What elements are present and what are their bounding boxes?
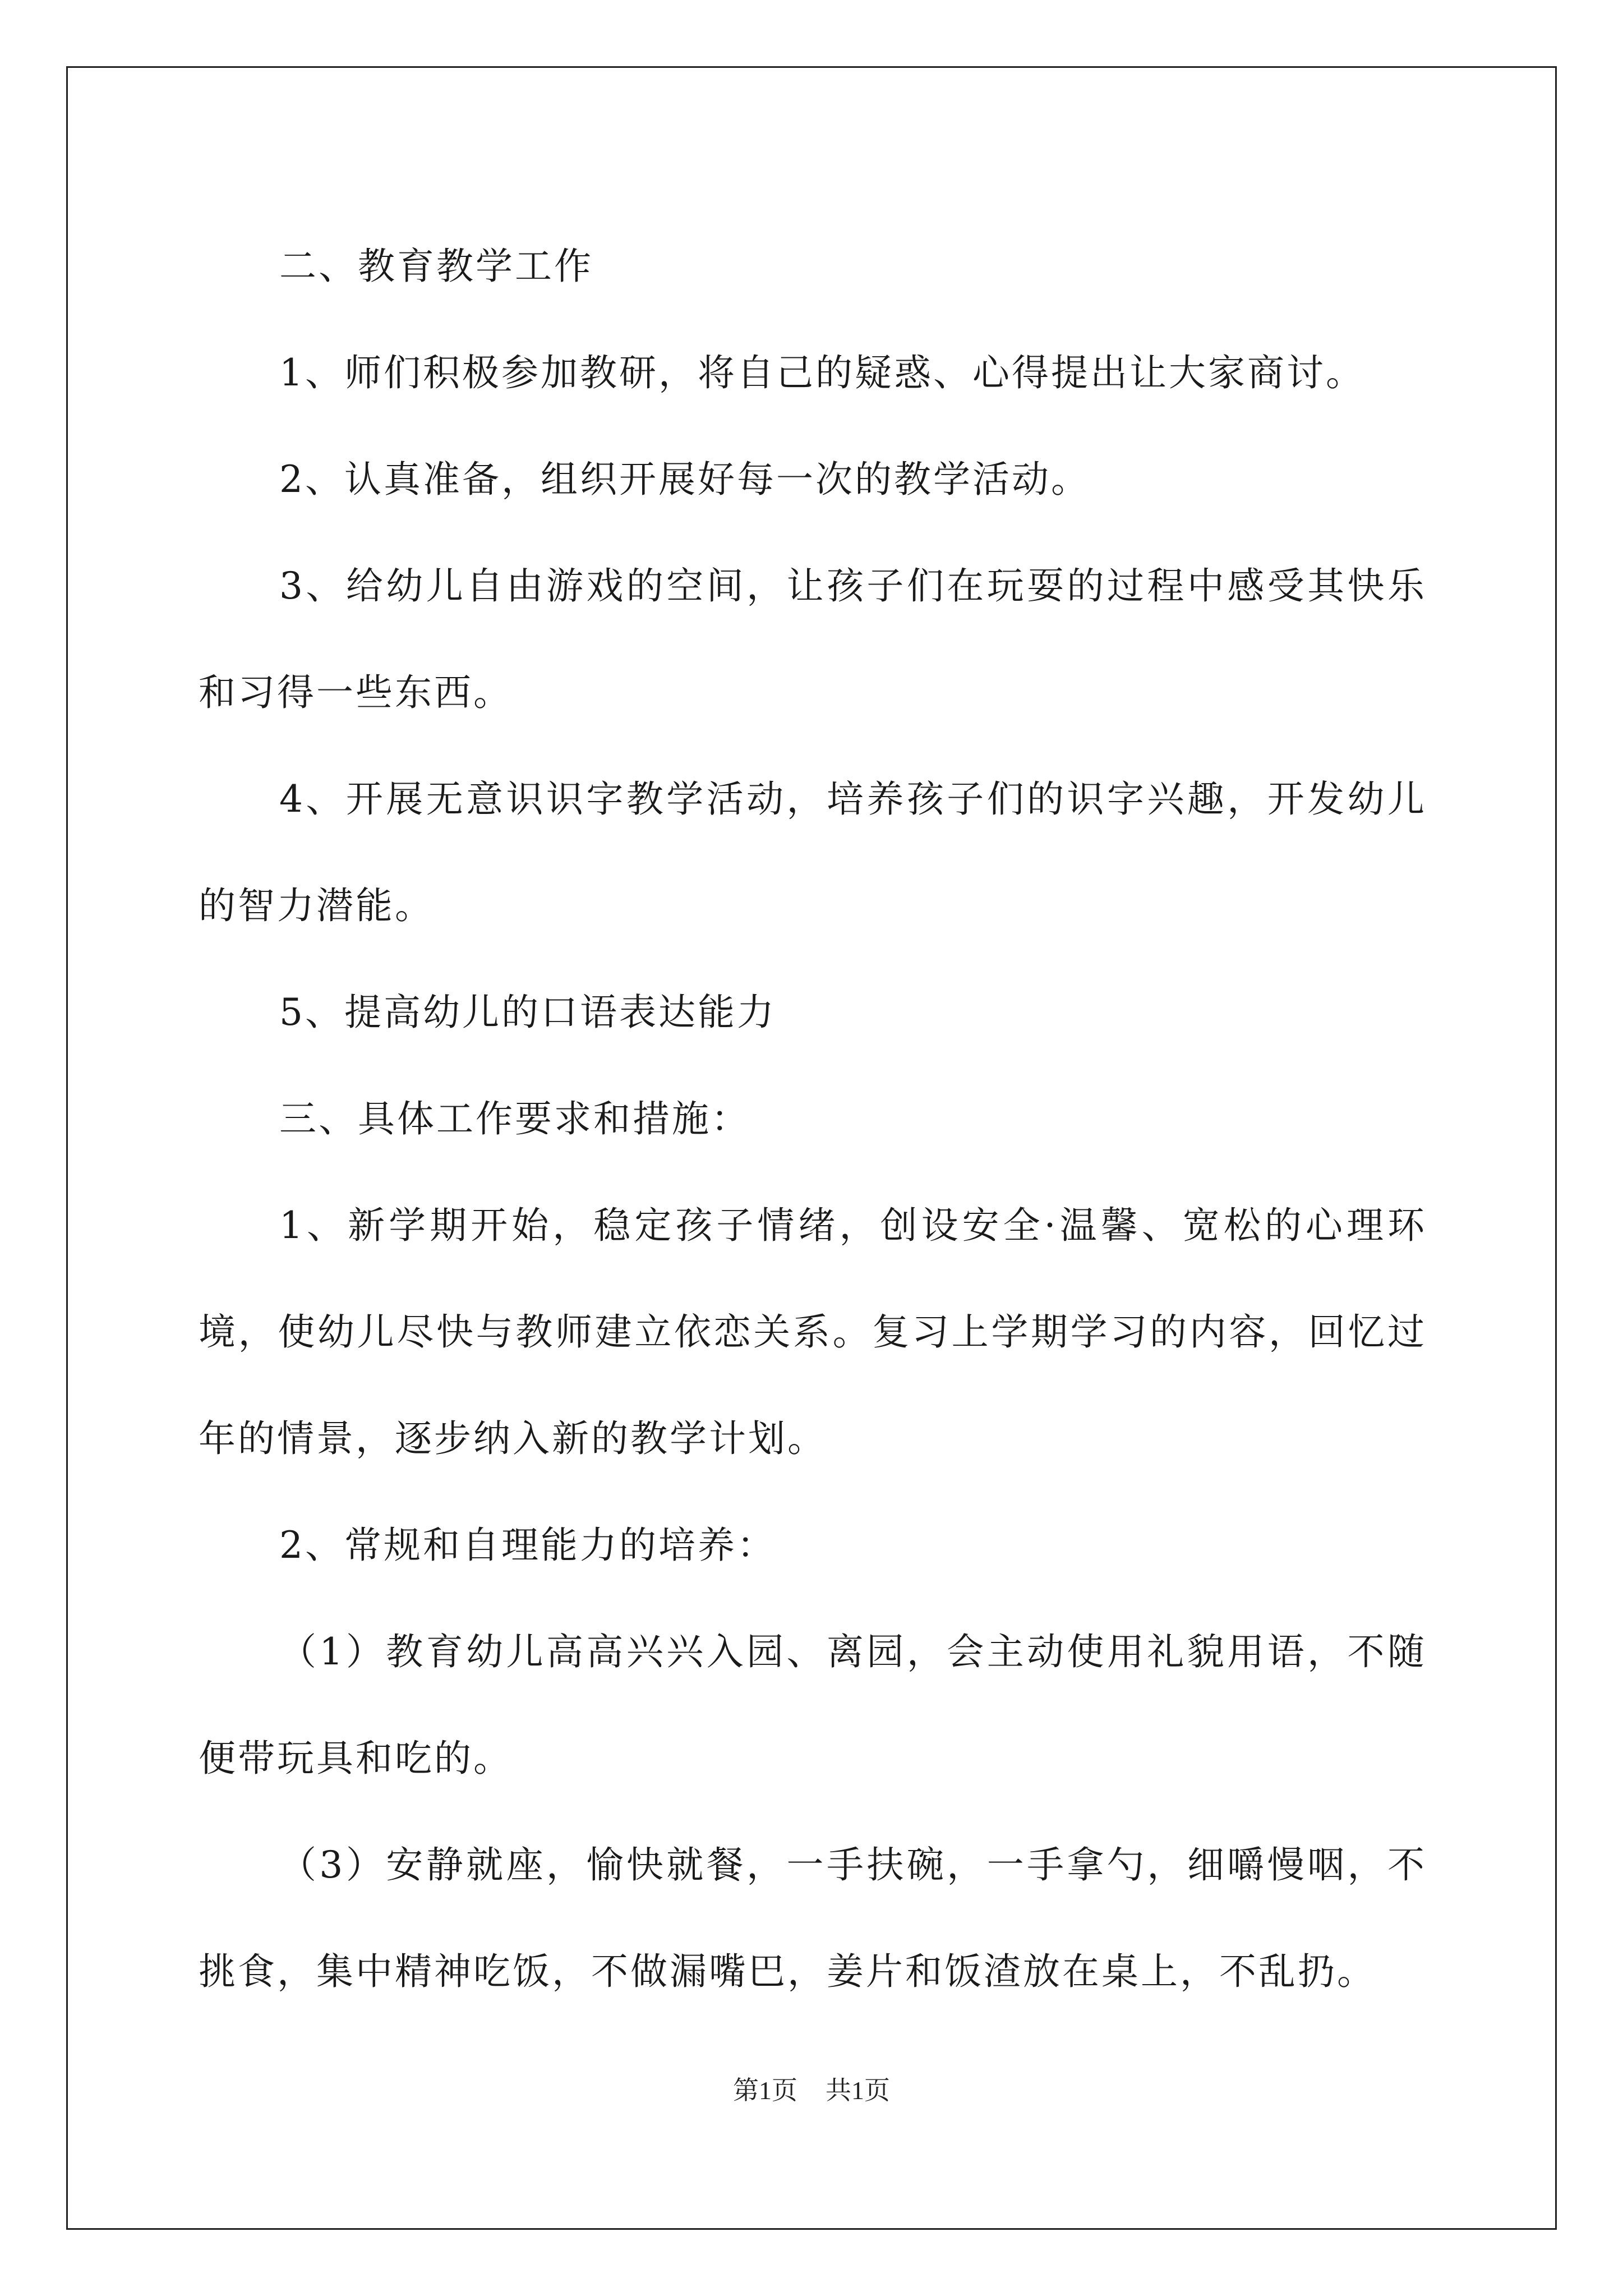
paragraph-sub-item-1: （1）教育幼儿高高兴兴入园、离园，会主动使用礼貌用语，不随便带玩具和吃的。 [199, 1630, 1427, 1780]
section-heading-requirements: 三、具体工作要求和措施： [279, 1097, 750, 1140]
paragraph-item-2: 2、认真准备，组织开展好每一次的教学活动。 [279, 458, 1090, 501]
paragraph-item-1: 1、师们积极参加教研，将自己的疑惑、心得提出让大家商讨。 [279, 351, 1365, 394]
paragraph-requirement-1: 1、新学期开始，稳定孩子情绪，创设安全·温馨、宽松的心理环境，使幼儿尽快与教师建立依恋关系。复习上学期学习的内容，回忆过年的情景，逐步纳入新的教学计划。 [199, 1204, 1427, 1460]
paragraph-requirement-2: 2、常规和自理能力的培养： [279, 1524, 776, 1567]
paragraph-item-3: 3、给幼儿自由游戏的空间，让孩子们在玩耍的过程中感受其快乐和习得一些东西。 [199, 564, 1427, 714]
paragraph-sub-item-3: （3）安静就座，愉快就餐，一手扶碗，一手拿勺，细嚼慢咽，不挑食，集中精神吃饭，不做漏嘴巴，姜片和饭渣放在桌上，不乱扔。 [199, 1843, 1427, 1993]
page-number: 第1页 [733, 2076, 797, 2105]
page-footer [0, 2070, 1623, 2107]
section-heading-teaching: 二、教育教学工作 [279, 245, 593, 288]
page-total: 共1页 [826, 2076, 890, 2105]
paragraph-item-5: 5、提高幼儿的口语表达能力 [279, 991, 776, 1034]
document-body [199, 213, 1427, 2025]
paragraph-item-4: 4、开展无意识识字教学活动，培养孩子们的识字兴趣，开发幼儿的智力潜能。 [199, 777, 1427, 927]
